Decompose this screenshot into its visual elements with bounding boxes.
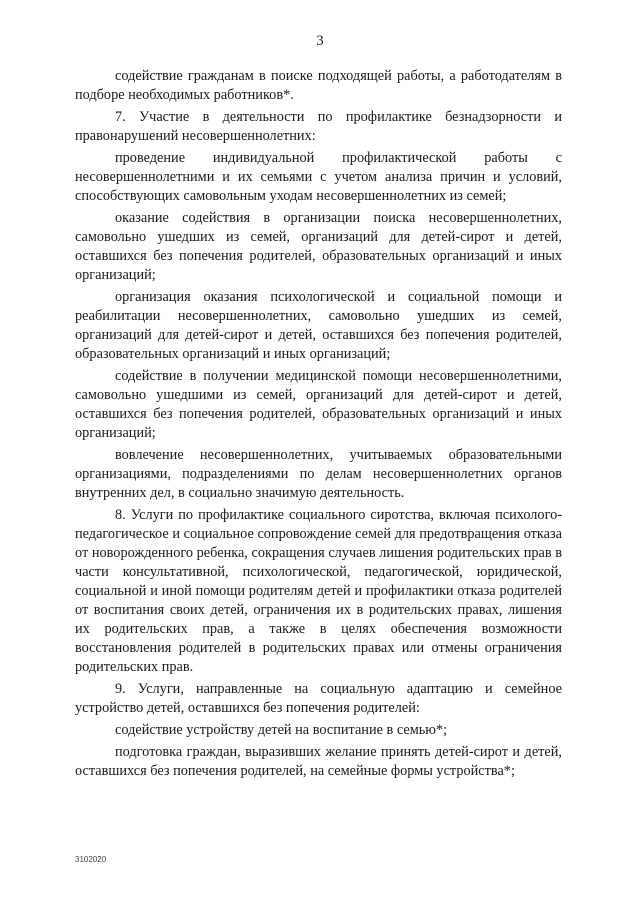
document-code: 3102020 [75,855,107,864]
document-body [75,67,562,784]
paragraph: 8. Услуги по профилактике социального сиротства, включая психолого-педагогическое и социальное сопровождение семей для предотвращения отказа от новорожденного ребенка, сокращения случаев лишения родительских прав в части консультативной, психологической, педагогической, юридической, социальной и иной помощи родителям детей и профилактики отказа родителей от воспитания своих детей, ограничения их в родительских правах, лишения их родительских прав, а также в целях обеспечения возможности восстановления родителей в родительских правах или отмены ограничения родительских прав. [75,507,562,675]
paragraph: вовлечение несовершеннолетних, учитываемых образовательными организациями, подразделениями по делам несовершеннолетних органов внутренних дел, в социально значимую деятельность. [75,447,562,501]
paragraph: проведение индивидуальной профилактической работы с несовершеннолетними и их семьями с учетом анализа причин и условий, способствующих самовольным уходам несовершеннолетних из семей; [75,150,562,204]
paragraph: оказание содействия в организации поиска несовершеннолетних, самовольно ушедших из семей, организаций для детей-сирот и детей, оставшихся без попечения родителей, образовательных организаций и иных организаций; [75,210,562,283]
paragraph: 7. Участие в деятельности по профилактике безнадзорности и правонарушений несовершеннолетних: [75,109,562,144]
paragraph: содействие в получении медицинской помощи несовершеннолетними, самовольно ушедшими из семей, организаций для детей-сирот и детей, оставшихся без попечения родителей, образовательных организаций и иных организаций; [75,368,562,441]
paragraph: организация оказания психологической и социальной помощи и реабилитации несовершеннолетних, самовольно ушедших из семей, организаций для детей-сирот и детей, оставшихся без попечения родителей, образовательных организаций и иных организаций; [75,289,562,362]
paragraph: содействие гражданам в поиске подходящей работы, а работодателям в подборе необходимых работников*. [75,68,562,103]
paragraph: содействие устройству детей на воспитание в семью*; [115,722,448,738]
page-number: 3 [316,33,324,49]
paragraph: 9. Услуги, направленные на социальную адаптацию и семейное устройство детей, оставшихся без попечения родителей: [75,681,562,716]
paragraph: подготовка граждан, выразивших желание принять детей-сирот и детей, оставшихся без попечения родителей, на семейные формы устройства*; [75,744,562,779]
